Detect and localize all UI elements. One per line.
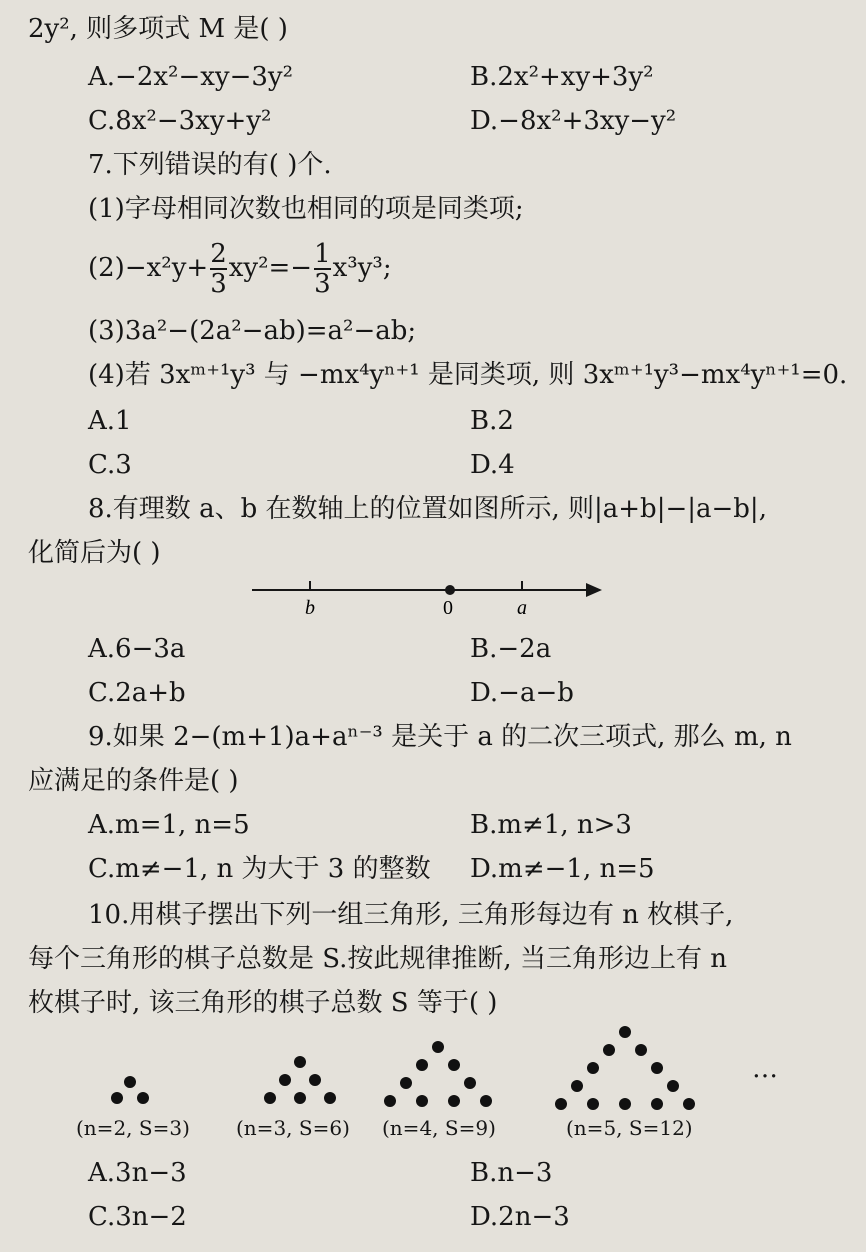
- piece: [384, 1095, 396, 1107]
- piece: [464, 1077, 476, 1089]
- caption-n5: (n=5, S=12): [566, 1116, 693, 1140]
- q7-s2-suffix: x³y³;: [332, 253, 392, 283]
- piece: [480, 1095, 492, 1107]
- piece: [448, 1095, 460, 1107]
- q7-option-b: B.2: [470, 406, 514, 436]
- q9-stem-line1: 9.如果 2−(m+1)a+aⁿ⁻³ 是关于 a 的二次三项式, 那么 m, n: [88, 722, 792, 752]
- q6-lead: 2y², 则多项式 M 是( ): [28, 14, 288, 44]
- q10-stem-line1: 10.用棋子摆出下列一组三角形, 三角形每边有 n 枚棋子,: [88, 900, 734, 930]
- piece: [635, 1044, 647, 1056]
- q6-option-b: B.2x²+xy+3y²: [470, 62, 654, 92]
- q7-stem: 7.下列错误的有( )个.: [88, 150, 332, 180]
- piece: [603, 1044, 615, 1056]
- q7-option-a: A.1: [88, 406, 132, 436]
- piece: [448, 1059, 460, 1071]
- triangle-n3: [255, 1050, 345, 1110]
- q7-s2-prefix: (2)−x²y+: [88, 253, 209, 283]
- piece: [264, 1092, 276, 1104]
- label-b: b: [305, 597, 315, 619]
- piece: [683, 1098, 695, 1110]
- q7-frac1-den: 3: [210, 269, 227, 299]
- piece: [555, 1098, 567, 1110]
- caption-n3: (n=3, S=6): [236, 1116, 350, 1140]
- q9-option-a: A.m=1, n=5: [88, 810, 250, 840]
- q10-option-b: B.n−3: [470, 1158, 553, 1188]
- q8-stem-line2: 化简后为( ): [28, 538, 161, 568]
- q9-stem-line2: 应满足的条件是( ): [28, 766, 239, 796]
- q7-statement-1: (1)字母相同次数也相同的项是同类项;: [88, 194, 524, 224]
- triangle-ellipsis: …: [752, 1054, 778, 1084]
- label-zero: 0: [443, 597, 453, 619]
- piece: [587, 1098, 599, 1110]
- caption-n4: (n=4, S=9): [382, 1116, 496, 1140]
- q10-stem-line2: 每个三角形的棋子总数是 S.按此规律推断, 当三角形边上有 n: [28, 944, 727, 974]
- piece: [619, 1026, 631, 1038]
- piece: [309, 1074, 321, 1086]
- q10-option-a: A.3n−3: [88, 1158, 187, 1188]
- piece: [400, 1077, 412, 1089]
- number-line-arrow: [586, 583, 602, 597]
- q9-option-c: C.m≠−1, n 为大于 3 的整数: [88, 854, 431, 884]
- triangle-n5: [555, 1020, 705, 1120]
- q8-option-c: C.2a+b: [88, 678, 186, 708]
- origin-dot: [445, 585, 455, 595]
- piece: [324, 1092, 336, 1104]
- piece: [124, 1076, 136, 1088]
- piece: [137, 1092, 149, 1104]
- q7-frac2-den: 3: [314, 269, 331, 299]
- q9-option-d: D.m≠−1, n=5: [470, 854, 655, 884]
- q7-fraction-1: [210, 240, 227, 298]
- q6-option-a: A.−2x²−xy−3y²: [88, 62, 294, 92]
- number-line: [250, 570, 610, 620]
- q8-option-b: B.−2a: [470, 634, 552, 664]
- piece: [294, 1056, 306, 1068]
- label-a: a: [517, 597, 527, 619]
- q10-stem-line3: 枚棋子时, 该三角形的棋子总数 S 等于( ): [28, 988, 498, 1018]
- piece: [587, 1062, 599, 1074]
- q9-option-b: B.m≠1, n>3: [470, 810, 632, 840]
- piece: [571, 1080, 583, 1092]
- q8-option-d: D.−a−b: [470, 678, 574, 708]
- q7-statement-3: (3)3a²−(2a²−ab)=a²−ab;: [88, 316, 417, 346]
- caption-n2: (n=2, S=3): [76, 1116, 190, 1140]
- q6-option-d: D.−8x²+3xy−y²: [470, 106, 677, 136]
- piece: [111, 1092, 123, 1104]
- q7-option-d: D.4: [470, 450, 515, 480]
- triangle-n2: [100, 1070, 160, 1110]
- q7-statement-4: (4)若 3xᵐ⁺¹y³ 与 −mx⁴yⁿ⁺¹ 是同类项, 则 3xᵐ⁺¹y³−mx⁴yⁿ⁺¹=0.: [88, 360, 848, 390]
- q7-option-c: C.3: [88, 450, 132, 480]
- q8-stem-line1: 8.有理数 a、b 在数轴上的位置如图所示, 则|a+b|−|a−b|,: [88, 494, 767, 524]
- q6-option-c: C.8x²−3xy+y²: [88, 106, 272, 136]
- piece: [619, 1098, 631, 1110]
- q7-fraction-2: [314, 240, 331, 298]
- piece: [651, 1062, 663, 1074]
- piece: [667, 1080, 679, 1092]
- piece: [294, 1092, 306, 1104]
- piece: [432, 1041, 444, 1053]
- piece: [279, 1074, 291, 1086]
- q7-frac2-num: 1: [314, 239, 331, 269]
- piece: [416, 1059, 428, 1071]
- q7-statement-2: [88, 238, 392, 298]
- q8-option-a: A.6−3a: [88, 634, 186, 664]
- q7-s2-mid: xy²=−: [228, 253, 313, 283]
- q10-option-d: D.2n−3: [470, 1202, 570, 1232]
- triangle-n4: [380, 1035, 500, 1115]
- q7-frac1-num: 2: [210, 239, 227, 269]
- piece: [416, 1095, 428, 1107]
- q10-option-c: C.3n−2: [88, 1202, 187, 1232]
- piece: [651, 1098, 663, 1110]
